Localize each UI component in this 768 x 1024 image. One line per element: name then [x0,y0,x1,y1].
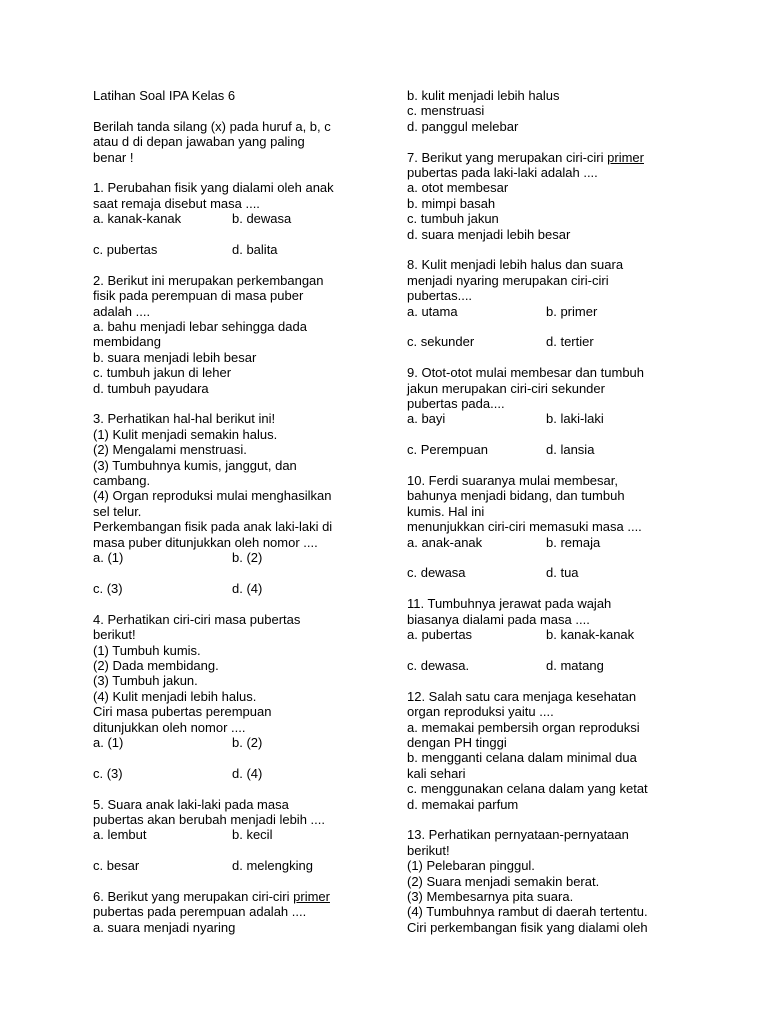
question-stem-line: pubertas pada perempuan adalah .... [93,904,307,920]
answer-option: a. (1) [93,734,124,750]
answer-options-row [93,550,368,565]
spacer [93,596,368,611]
answer-option: kali sehari [407,765,466,781]
spacer [93,750,368,765]
answer-option: membidang [93,334,161,350]
answer-options-row [93,827,368,842]
answer-options-row [93,735,368,750]
question-stem-text: 7. Berikut yang merupakan ciri-ciri [407,149,608,165]
instruction-line: atau d di depan jawaban yang paling [93,134,305,150]
question-stem-line: organ reproduksi yaitu .... [407,704,554,720]
spacer [407,242,697,257]
answer-option: b. (2) [232,550,263,566]
answer-option: c. dewasa [407,565,466,581]
answer-option: b. (2) [232,734,263,750]
right-column [407,88,697,935]
answer-options-row [93,766,368,781]
spacer [407,812,697,827]
spacer [93,843,368,858]
spacer [93,165,368,180]
answer-option: c. menstruasi [407,103,485,119]
answer-options-row [93,242,368,257]
question-stem-line: 2. Berikut ini merupakan perkembangan [93,272,324,288]
question-stem-line: 5. Suara anak laki-laki pada masa [93,796,289,812]
answer-option: d. suara menjadi lebih besar [407,226,571,242]
spacer [407,673,697,688]
answer-option: a. otot membesar [407,180,509,196]
question-stem-line: saat remaja disebut masa .... [93,195,260,211]
spacer [407,643,697,658]
spacer [407,550,697,565]
question-stem-line: (4) Tumbuhnya rambut di daerah tertentu. [407,904,648,920]
answer-option: d. (4) [232,580,263,596]
spacer [93,257,368,272]
answer-option: d. tua [546,565,579,581]
answer-option: d. tertier [546,334,594,350]
answer-option: c. tumbuh jakun di leher [93,365,232,381]
question-stem-text: 6. Berikut yang merupakan ciri-ciri [93,888,294,904]
answer-option: d. tumbuh payudara [93,380,209,396]
answer-options-row [407,565,697,580]
answer-option: b. kecil [232,827,273,843]
question-stem-line: berikut! [407,842,450,858]
question-stem-line: (3) Tumbuhnya kumis, janggut, dan [93,457,297,473]
question-stem-line: cambang. [93,473,151,489]
question-stem-line: adalah .... [93,303,151,319]
question-stem-line: (2) Dada membidang. [93,657,219,673]
answer-options-row [407,535,697,550]
question-stem-line: sel telur. [93,503,142,519]
question-stem-line: masa puber ditunjukkan oleh nomor .... [93,534,318,550]
emphasis-primer: primer [293,888,330,904]
question-stem-line: Perkembangan fisik pada anak laki-laki di [93,519,333,535]
answer-option: a. lembut [93,827,147,843]
question-stem-line: (2) Suara menjadi semakin berat. [407,873,600,889]
question-stem-line: 12. Salah satu cara menjaga kesehatan [407,688,637,704]
answer-option: c. Perempuan [407,442,488,458]
answer-option: b. remaja [546,534,601,550]
instruction-line: benar ! [93,149,134,165]
spacer [93,396,368,411]
question-stem-line: menunjukkan ciri-ciri memasuki masa .... [407,519,642,535]
answer-options-row [93,858,368,873]
answer-option: c. sekunder [407,334,475,350]
answer-option: c. besar [93,858,140,874]
question-stem-line: pubertas.... [407,288,473,304]
answer-option: d. melengking [232,858,313,874]
answer-option: b. kanak-kanak [546,627,635,643]
question-stem-line: (2) Mengalami menstruasi. [93,442,247,458]
question-stem-line: 11. Tumbuhnya jerawat pada wajah [407,596,612,612]
question-stem-line: 3. Perhatikan hal-hal berikut ini! [93,411,276,427]
spacer [407,319,697,334]
spacer [93,566,368,581]
answer-options-row [407,411,697,426]
spacer [93,874,368,889]
question-stem-line: 1. Perubahan fisik yang dialami oleh anak [93,180,334,196]
answer-option: d. (4) [232,765,263,781]
answer-option: a. kanak-kanak [93,211,182,227]
question-stem-line: (4) Organ reproduksi mulai menghasilkan [93,488,332,504]
question-stem-line: pubertas akan berubah menjadi lebih .... [93,811,325,827]
document-title: Latihan Soal IPA Kelas 6 [93,88,236,103]
answer-options-row [407,442,697,457]
question-stem-line: biasanya dialami pada masa .... [407,611,590,627]
answer-option: d. matang [546,657,604,673]
answer-option: d. memakai parfum [407,796,519,812]
question-stem-line: (3) Membesarnya pita suara. [407,888,574,904]
answer-option: a. (1) [93,550,124,566]
question-stem-line: (3) Tumbuh jakun. [93,673,198,689]
spacer [407,427,697,442]
answer-option: c. tumbuh jakun [407,211,499,227]
answer-option: b. mimpi basah [407,195,496,211]
emphasis-primer: primer [607,149,644,165]
spacer [93,103,368,118]
question-stem-line: ditunjukkan oleh nomor .... [93,719,246,735]
question-stem-line: 13. Perhatikan pernyataan-pernyataan [407,827,629,843]
answer-options-row [93,581,368,596]
answer-option: b. kulit menjadi lebih halus [407,88,560,103]
answer-option: a. memakai pembersih organ reproduksi [407,719,640,735]
question-stem-line: 9. Otot-otot mulai membesar dan tumbuh [407,365,645,381]
answer-option: a. suara menjadi nyaring [93,919,236,935]
question-stem-line: 10. Ferdi suaranya mulai membesar, [407,473,618,489]
answer-option: b. suara menjadi lebih besar [93,349,257,365]
answer-option: dengan PH tinggi [407,734,507,750]
question-stem-line: jakun merupakan ciri-ciri sekunder [407,380,605,396]
answer-options-row [93,211,368,226]
instruction-line: Berilah tanda silang (x) pada huruf a, b, c [93,118,331,134]
answer-options-row [407,334,697,349]
answer-options-row [407,658,697,673]
answer-option: b. dewasa [232,211,292,227]
question-stem-line [93,889,368,904]
question-stem-line: menjadi nyaring merupakan ciri-ciri [407,272,609,288]
answer-option: d. lansia [546,442,595,458]
answer-option: a. utama [407,303,458,319]
answer-option: c. (3) [93,580,123,596]
question-stem-line [407,150,697,165]
answer-option: c. (3) [93,765,123,781]
answer-option: c. dewasa. [407,657,470,673]
answer-options-row [407,627,697,642]
spacer [93,781,368,796]
question-stem-line: fisik pada perempuan di masa puber [93,288,304,304]
left-column [93,88,368,935]
question-stem-line: kumis. Hal ini [407,503,485,519]
question-stem-line: 4. Perhatikan ciri-ciri masa pubertas [93,611,301,627]
question-stem-line: bahunya menjadi bidang, dan tumbuh [407,488,625,504]
answer-option: a. anak-anak [407,534,483,550]
question-stem-line: (1) Tumbuh kumis. [93,642,201,658]
spacer [407,134,697,149]
answer-options-row [407,304,697,319]
question-stem-line: berikut! [93,627,136,643]
question-stem-line: (4) Kulit menjadi lebih halus. [93,688,257,704]
answer-option: b. laki-laki [546,411,604,427]
spacer [407,581,697,596]
answer-option: a. bayi [407,411,446,427]
question-stem-line: (1) Pelebaran pinggul. [407,858,535,874]
question-stem-line: Ciri perkembangan fisik yang dialami oleh [407,919,648,935]
answer-option: c. pubertas [93,242,158,258]
question-stem-line: (1) Kulit menjadi semakin halus. [93,426,278,442]
answer-option: a. bahu menjadi lebar sehingga dada [93,319,307,335]
spacer [93,227,368,242]
answer-option: d. balita [232,242,278,258]
spacer [407,458,697,473]
question-stem-line: 8. Kulit menjadi lebih halus dan suara [407,257,624,273]
answer-option: b. mengganti celana dalam minimal dua [407,750,637,766]
answer-option: b. primer [546,303,598,319]
spacer [407,350,697,365]
question-stem-line: Ciri masa pubertas perempuan [93,704,272,720]
question-stem-line: pubertas pada laki-laki adalah .... [407,165,598,181]
answer-option: c. menggunakan celana dalam yang ketat [407,781,648,797]
answer-option: a. pubertas [407,627,473,643]
answer-option: d. panggul melebar [407,118,519,134]
question-stem-line: pubertas pada.... [407,396,505,412]
